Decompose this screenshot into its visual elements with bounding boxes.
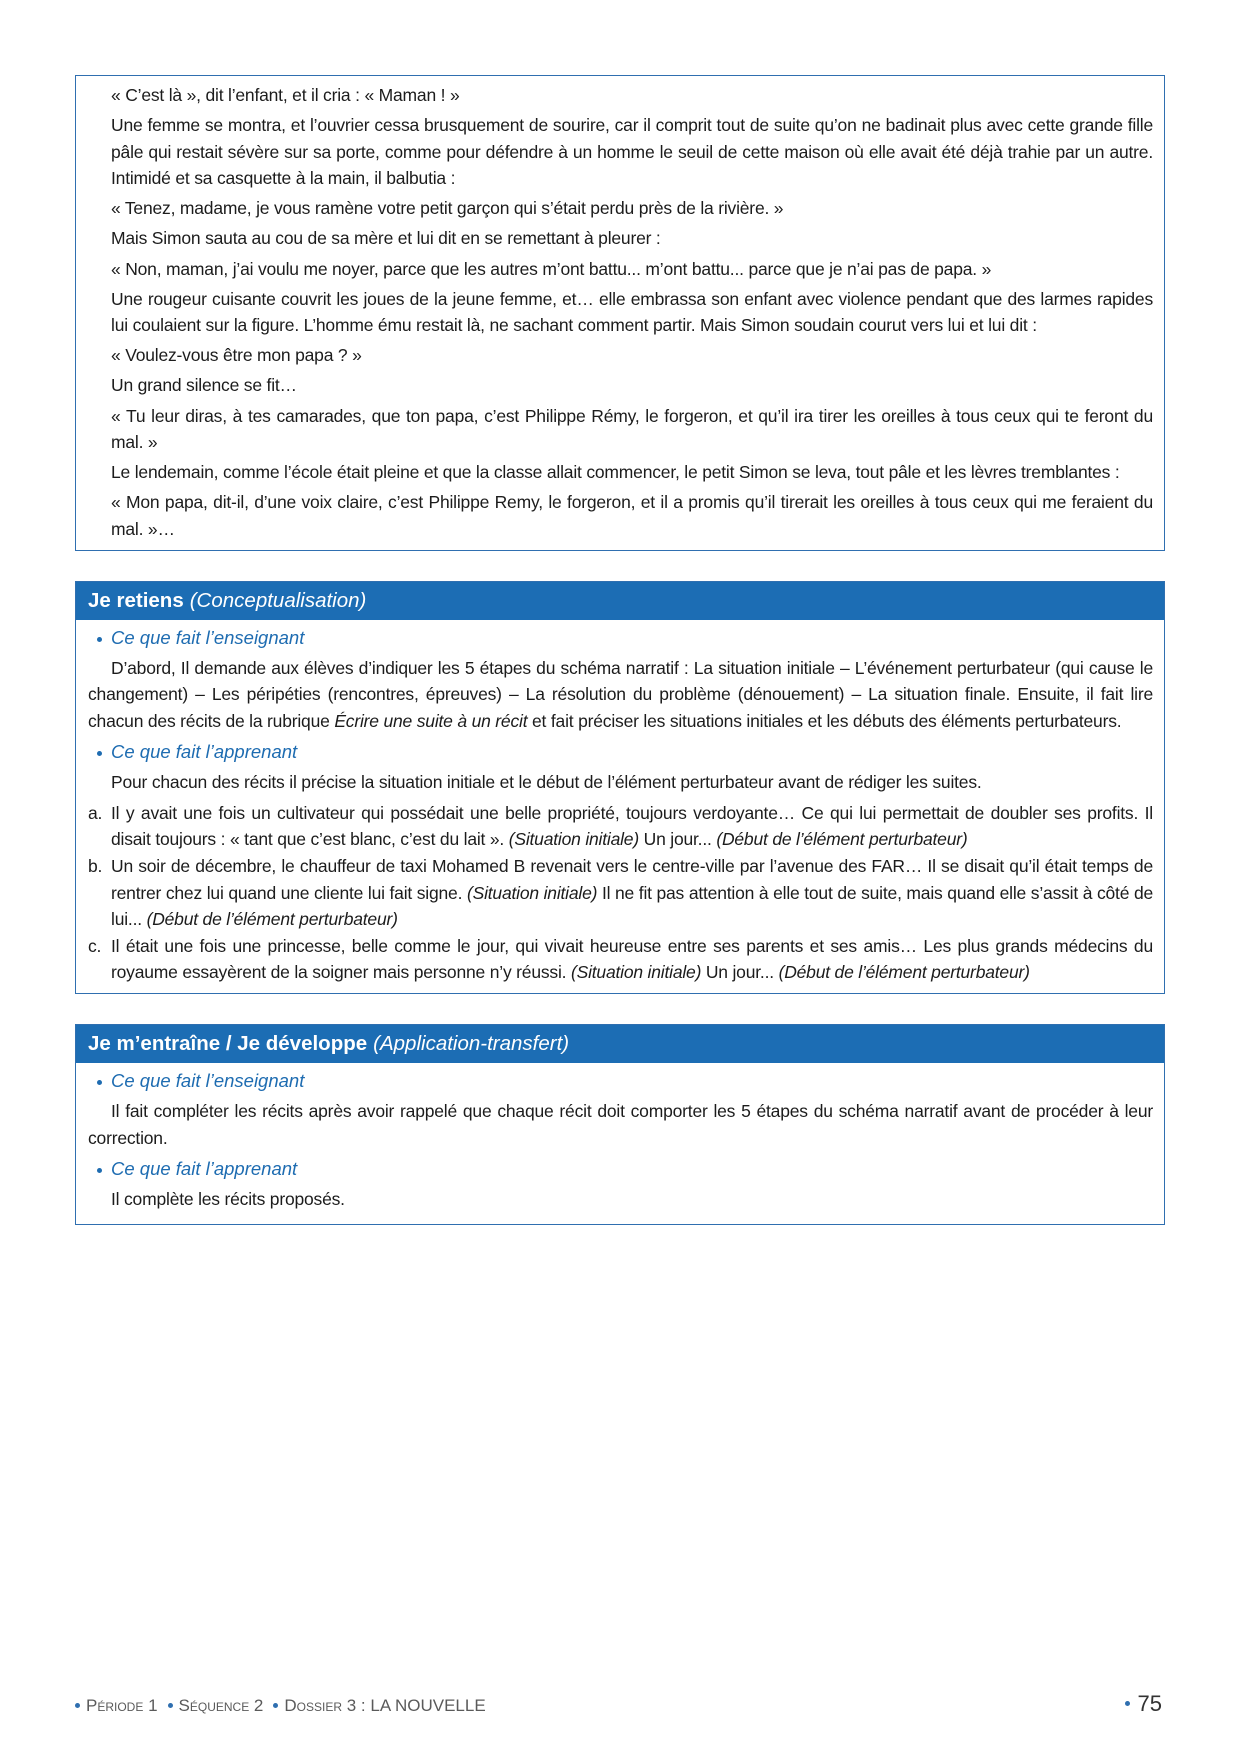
- footer-period: Période 1: [86, 1696, 158, 1715]
- excerpt-paragraph: « Mon papa, dit-il, d’une voix claire, c’est Philippe Remy, le forgeron, et il a promis qu’il tirerait les oreilles à tous ceux qui me feraient du mal. »…: [111, 492, 1153, 539]
- item-marker: c.: [88, 935, 102, 956]
- item-text: Un soir de décembre, le chauffeur de taxi Mohamed B revenait vers le centre-ville par l’avenue des FAR… Il se disait qu’il était temps de rentrer chez lui quand une cliente lui fait signe.: [111, 856, 1153, 903]
- learner-role-label-text: Ce que fait l’apprenant: [111, 741, 298, 763]
- story-item: [88, 933, 1153, 986]
- story-item: [88, 800, 1153, 853]
- je-m-entraine-section: [75, 1024, 1165, 1225]
- bullet-icon: [168, 1703, 173, 1708]
- bullet-icon: [97, 751, 102, 756]
- page-footer: [75, 1694, 486, 1718]
- item-text: Un jour...: [638, 829, 717, 850]
- bullet-icon: [273, 1703, 278, 1708]
- teacher-role-label: [88, 624, 1153, 652]
- teacher-instructions: [88, 655, 1153, 735]
- excerpt-paragraph: « Tenez, madame, je vous ramène votre petit garçon qui s’était perdu près de la rivière. »: [111, 198, 784, 219]
- item-text: Il ne fit pas attention à elle tout de suite, mais quand elle s’assit à côté de lui...: [111, 882, 1154, 930]
- teacher-role-label: [88, 1067, 1153, 1095]
- learner-role-label: [88, 1155, 1153, 1183]
- rubric-title: Écrire une suite à un récit: [334, 710, 528, 731]
- item-note: (Situation initiale): [466, 882, 598, 903]
- learner-role-label: [88, 738, 1153, 766]
- excerpt-paragraph: Mais Simon sauta au cou de sa mère et lui dit en se remettant à pleurer :: [111, 228, 661, 249]
- excerpt-paragraph: « Non, maman, j’ai voulu me noyer, parce que les autres m’ont battu... m’ont battu... parce que je n’ai pas de papa. »: [111, 258, 992, 279]
- bullet-icon: [97, 637, 102, 642]
- section-header: [76, 1025, 1164, 1063]
- section-subtitle: (Application-transfert): [373, 1032, 570, 1056]
- item-note: (Situation initiale): [570, 962, 702, 983]
- bullet-icon: [75, 1703, 80, 1708]
- section-header: [76, 582, 1164, 620]
- footer-dossier: Dossier 3 : LA NOUVELLE: [284, 1696, 486, 1715]
- bullet-icon: [1125, 1701, 1130, 1706]
- page-content: [75, 75, 1165, 1225]
- item-marker: b.: [88, 856, 103, 877]
- learner-instructions: Pour chacun des récits il précise la situation initiale et le début de l’élément perturbateur avant de rédiger les suites.: [111, 772, 982, 793]
- je-retiens-section: [75, 581, 1165, 995]
- section-subtitle: (Conceptualisation): [189, 588, 367, 612]
- story-item: [88, 853, 1153, 933]
- excerpt-paragraph: Le lendemain, comme l’école était pleine et que la classe allait commencer, le petit Simon se leva, tout pâle et les lèvres tremblantes :: [111, 462, 1120, 483]
- item-note: (Début de l’élément perturbateur): [716, 829, 968, 850]
- page-number: [1125, 1690, 1162, 1718]
- section-title: Je m’entraîne / Je développe: [88, 1032, 368, 1056]
- item-note: (Situation initiale): [508, 829, 639, 850]
- teacher-role-label-text: Ce que fait l’enseignant: [111, 1070, 305, 1092]
- teacher-role-label-text: Ce que fait l’enseignant: [111, 626, 305, 648]
- teacher-instructions: Il fait compléter les récits après avoir rappelé que chaque récit doit comporter les 5 étapes du schéma narratif avant de procéder à leur correction.: [88, 1101, 1153, 1148]
- excerpt-paragraph: Un grand silence se fit…: [111, 375, 297, 396]
- story-excerpt-box: [75, 75, 1165, 551]
- item-note: (Début de l’élément perturbateur): [778, 962, 1030, 983]
- item-note: (Début de l’élément perturbateur): [146, 909, 398, 930]
- excerpt-paragraph: « Tu leur diras, à tes camarades, que ton papa, c’est Philippe Rémy, le forgeron, et qu’il ira tirer les oreilles à tous ceux qui te feront du mal. »: [111, 405, 1153, 453]
- learner-instructions: Il complète les récits proposés.: [111, 1189, 345, 1210]
- teacher-instructions-text-end: et fait préciser les situations initiales et les débuts des éléments perturbateurs.: [527, 710, 1122, 731]
- excerpt-paragraph: « Voulez-vous être mon papa ? »: [111, 345, 362, 366]
- bullet-icon: [97, 1080, 102, 1085]
- item-text: Il était une fois une princesse, belle comme le jour, qui vivait heureuse entre ses parents et ses amis… Les plus grands médecins du royaume essayèrent de la soigner mais personne n’y réussi.: [111, 935, 1153, 983]
- section-body: [76, 1063, 1164, 1224]
- item-marker: a.: [88, 802, 103, 823]
- excerpt-paragraph: Une rougeur cuisante couvrit les joues de la jeune femme, et… elle embrassa son enfant avec violence pendant que des larmes rapides lui coulaient sur la figure. L’homme ému restait là, ne sachant comment partir. Mais Simon soudain courut vers lui et lui dit :: [111, 288, 1153, 336]
- section-body: [76, 620, 1164, 994]
- section-title: Je retiens: [88, 588, 184, 612]
- learner-role-label-text: Ce que fait l’apprenant: [111, 1158, 298, 1180]
- excerpt-paragraph: Une femme se montra, et l’ouvrier cessa brusquement de sourire, car il comprit tout de suite qu’on ne badinait plus avec cette grande fille pâle qui restait sévère sur sa porte, comme pour défendre à un homme le seuil de cette maison où elle avait été déjà trahie par un autre. Intimidé et sa casquette à la main, il balbutia :: [111, 115, 1153, 189]
- excerpt-paragraph: « C’est là », dit l’enfant, et il cria : « Maman ! »: [111, 85, 460, 105]
- item-text: Il y avait une fois un cultivateur qui possédait une belle propriété, toujours verdoyante… Ce qui lui permettait de doubler ses profits. Il disait toujours : « tant que c’est blanc, c’est du lait ».: [111, 802, 1153, 850]
- bullet-icon: [97, 1168, 102, 1173]
- teacher-instructions-text: D’abord, Il demande aux élèves d’indiquer les 5 étapes du schéma narratif : La situation initiale – L’événement perturbateur (qui cause le changement) – Les péripéties (rencontres, épreuves) – La résolution du problème (dénouement) – La situation finale. Ensuite, il fait lire chacun des récits de la rubrique: [88, 657, 1153, 731]
- item-text: Un jour...: [701, 962, 779, 983]
- footer-sequence: Séquence 2: [178, 1696, 264, 1715]
- page-number-text: 75: [1137, 1691, 1162, 1716]
